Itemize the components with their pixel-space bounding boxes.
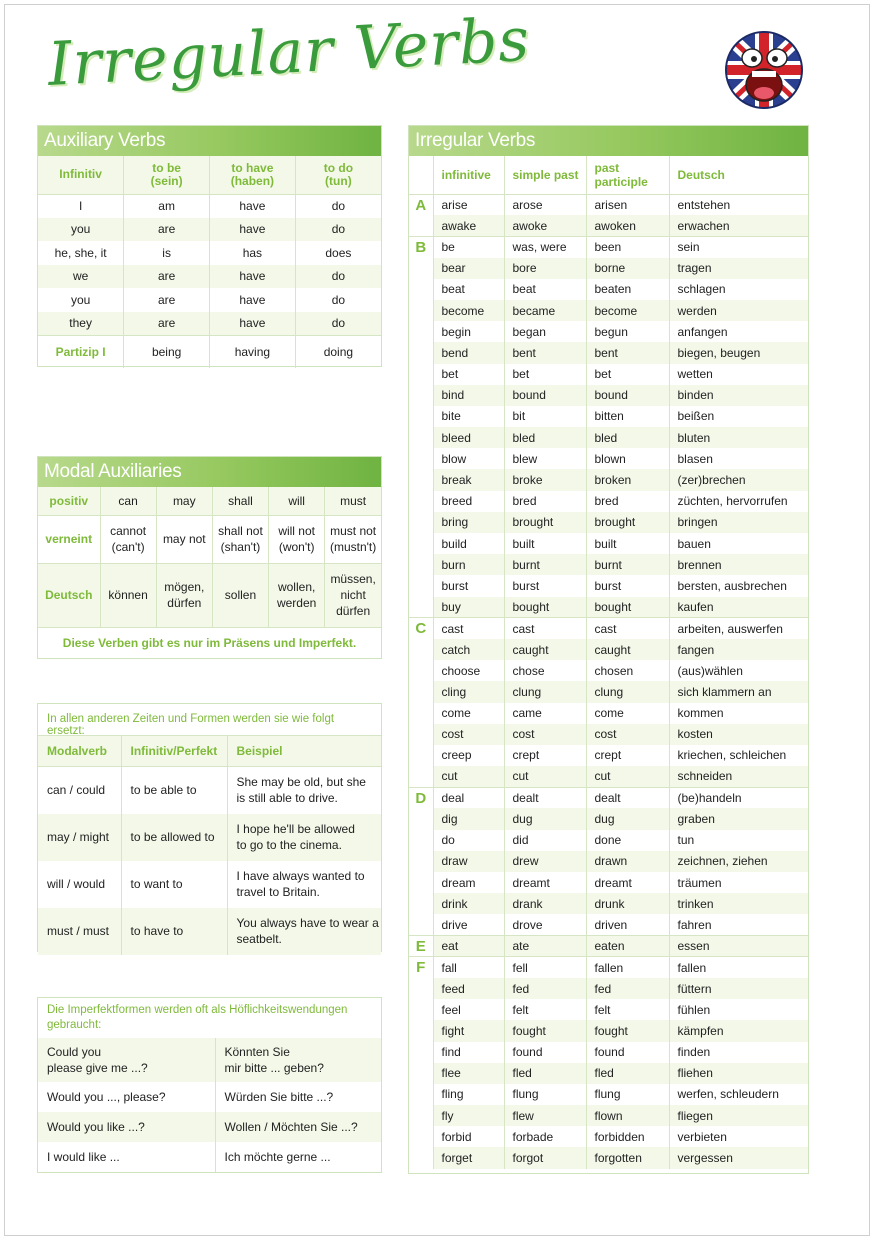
verb-row [409,321,808,342]
verb-infinitive: fall [433,957,504,978]
verb-infinitive: build [433,533,504,554]
verb-deutsch: fliegen [669,1105,808,1126]
verb-infinitive: bleed [433,427,504,448]
verb-row [409,406,808,427]
verb-past-participle: fought [586,1020,669,1041]
table-row: Would you like ...? Wollen / Möchten Sie ...? [38,1112,381,1142]
verb-row [409,681,808,702]
verb-deutsch: (aus)wählen [677,663,743,678]
modal-note: Diese Verben gibt es nur im Präsens und Imperfekt. [62,635,357,650]
verb-deutsch: fangen [669,639,808,660]
verb-simple-past: caught [504,639,586,660]
verb-deutsch: kämpfen [669,1020,808,1041]
verb-deutsch: biegen, beugen [669,342,808,363]
verb-row [409,872,808,893]
verb-past-participle: bred [586,491,669,512]
verb-past-participle: cost [586,724,669,745]
verb-deutsch: trinken [669,893,808,914]
verb-row [409,957,808,978]
verb-row [409,597,808,618]
verb-simple-past: fought [504,1020,586,1041]
verb-simple-past: chose [504,660,586,681]
table-row: positiv can may shall will must [38,487,381,515]
verb-infinitive: fling [433,1084,504,1105]
table-row: can / could to be able to She may be old, but she is still able to drive. [38,767,381,814]
verb-row [409,1020,808,1041]
irregular-verbs-panel [408,125,809,1174]
verb-row [409,575,808,596]
verb-simple-past: bound [504,385,586,406]
table-row: he, she, it is has does [38,241,381,265]
modal-auxiliaries-panel [37,456,382,659]
verb-deutsch: fahren [677,917,712,932]
verb-row [409,491,808,512]
verb-simple-past: began [504,321,586,342]
verb-row [409,787,808,808]
verb-simple-past: felt [504,999,586,1020]
verb-row [409,703,808,724]
verb-deutsch: (zer)brechen [669,469,808,490]
replacement-panel [37,703,382,952]
verb-past-participle: become [586,300,669,321]
verb-infinitive: bend [433,342,504,363]
table-row: may / might to be allowed to I hope he'll be allowed to go to the cinema. [38,814,381,861]
verb-simple-past: arose [504,194,586,215]
verb-simple-past: was, were [504,236,586,257]
verb-row [409,1147,808,1168]
irregular-verbs-title: Irregular Verbs [409,126,808,156]
verb-deutsch: fliehen [669,1063,808,1084]
verb-past-participle: come [586,703,669,724]
verb-past-participle: burnt [586,554,669,575]
aux-header-to-be: to be (sein) [124,156,210,194]
verb-row [409,1105,808,1126]
verb-simple-past: fell [504,957,586,978]
table-row: you are have do [38,288,381,312]
verb-simple-past: dug [504,808,586,829]
verb-row [409,1042,808,1063]
verb-simple-past: became [504,300,586,321]
verb-past-participle: done [586,830,669,851]
table-row: we are have do [38,265,381,289]
verb-row [409,279,808,300]
verb-deutsch: schneiden [669,766,808,787]
table-row: will / would to want to I have always wanted to travel to Britain. [38,861,381,908]
verb-deutsch: sein [669,236,808,257]
verb-infinitive: burst [433,575,504,596]
verb-past-participle: felt [586,999,669,1020]
letter-label: C [409,618,433,788]
verb-infinitive: cut [433,766,504,787]
verb-deutsch: brennen [669,554,808,575]
verb-deutsch: entstehen [669,194,808,215]
modal-auxiliaries-table [38,487,381,628]
verb-past-participle: caught [586,639,669,660]
verb-infinitive: forget [433,1147,504,1168]
verb-infinitive: deal [433,787,504,808]
verb-past-participle: found [586,1042,669,1063]
verb-simple-past: beat [504,279,586,300]
verb-infinitive: flee [433,1063,504,1084]
header-deutsch: Deutsch [669,156,808,194]
verb-simple-past: bred [504,491,586,512]
verb-past-participle: been [586,236,669,257]
table-row: verneint cannot (can't) may not shall not (shan't) will not (won't) must not (mustn't) [38,515,381,563]
verb-simple-past: drank [504,893,586,914]
verb-infinitive: breed [433,491,504,512]
aux-header-infinitiv: Infinitiv [38,156,124,194]
verb-past-participle: flown [586,1105,669,1126]
verb-row [409,936,808,957]
verb-infinitive: beat [433,279,504,300]
verb-row [409,258,808,279]
verb-deutsch: träumen [677,875,722,890]
verb-simple-past: cost [504,724,586,745]
verb-deutsch: kosten [669,724,808,745]
modal-auxiliaries-title: Modal Auxiliaries [38,457,381,487]
verb-past-participle: bent [586,342,669,363]
verb-past-participle: brought [586,512,669,533]
verb-past-participle: broken [586,469,669,490]
verb-row [409,215,808,236]
verb-deutsch: schlagen [677,282,726,297]
verb-simple-past: fed [504,978,586,999]
header-past-participle: past participle [586,156,669,194]
verb-infinitive: fight [433,1020,504,1041]
verb-row [409,236,808,257]
header-modalverb: Modalverb [38,736,121,767]
verb-deutsch: erwachen [669,215,808,236]
verb-deutsch: bringen [669,512,808,533]
verb-simple-past: fled [504,1063,586,1084]
verb-deutsch: wetten [677,367,713,382]
verb-past-participle: drunk [586,893,669,914]
verb-simple-past: bore [504,258,586,279]
verb-infinitive: find [433,1042,504,1063]
verb-simple-past: bit [504,406,586,427]
verb-row [409,364,808,385]
verb-row [409,745,808,766]
verb-row [409,724,808,745]
verb-row [409,978,808,999]
verb-simple-past: flew [504,1105,586,1126]
verb-simple-past: blew [504,448,586,469]
verb-past-participle: bound [586,385,669,406]
verb-simple-past: awoke [504,215,586,236]
letter-label: D [409,787,433,935]
verb-deutsch: (be)handeln [669,787,808,808]
verb-row [409,808,808,829]
verb-infinitive: fly [433,1105,504,1126]
verb-infinitive: blow [433,448,504,469]
verb-row [409,618,808,639]
verb-infinitive: cling [433,681,504,702]
verb-simple-past: found [504,1042,586,1063]
verb-simple-past: came [504,703,586,724]
verb-deutsch: werfen, schleudern [677,1087,779,1102]
verb-infinitive: bet [433,364,504,385]
verb-row [409,893,808,914]
verb-simple-past: built [504,533,586,554]
verb-infinitive: drink [433,893,504,914]
verb-simple-past: forgot [504,1147,586,1168]
verb-deutsch: binden [669,385,808,406]
verb-row [409,999,808,1020]
verb-past-participle: cast [586,618,669,639]
verb-infinitive: drive [433,914,504,935]
verb-deutsch: kaufen [669,597,808,618]
verb-simple-past: bent [504,342,586,363]
verb-past-participle: borne [586,258,669,279]
table-row: I am have do [38,194,381,218]
verb-infinitive: buy [433,597,504,618]
participle-label: Partizip I [38,335,124,368]
verb-infinitive: dig [433,808,504,829]
verb-deutsch: fallen [669,957,808,978]
verb-deutsch: züchten, hervorrufen [677,494,788,509]
verb-deutsch: vergessen [669,1147,808,1168]
verb-infinitive: do [433,830,504,851]
verb-row [409,469,808,490]
replacement-table [38,735,381,955]
verb-infinitive: bite [433,406,504,427]
verb-infinitive: bear [433,258,504,279]
verb-deutsch: blasen [677,451,713,466]
verb-simple-past: cut [504,766,586,787]
verb-past-participle: bet [586,364,669,385]
verb-past-participle: forgotten [586,1147,669,1168]
verb-deutsch: verbieten [677,1129,727,1144]
verb-infinitive: eat [433,936,504,957]
header-infinitiv-perfekt: Infinitiv/Perfekt [121,736,227,767]
verb-past-participle: dug [586,808,669,829]
verb-deutsch: werden [669,300,808,321]
auxiliary-verbs-table [38,156,381,368]
verb-simple-past: brought [504,512,586,533]
verb-past-participle: forbidden [586,1126,669,1147]
table-row: you are have do [38,218,381,242]
verb-deutsch: finden [677,1045,711,1060]
header-letter [409,156,433,194]
verb-simple-past: cast [504,618,586,639]
verb-simple-past: dealt [504,787,586,808]
participle-row: Partizip I being having doing [38,335,381,368]
verb-past-participle: arisen [586,194,669,215]
verb-row [409,1126,808,1147]
verb-infinitive: dream [433,872,504,893]
aux-header-to-have: to have (haben) [210,156,296,194]
verb-simple-past: broke [504,469,586,490]
verb-row [409,660,808,681]
verb-deutsch: beißen [677,409,715,424]
verb-simple-past: did [504,830,586,851]
aux-header-to-do: to do (tun) [295,156,381,194]
verb-simple-past: bought [504,597,586,618]
irregular-verbs-table [409,156,808,1169]
verb-row [409,914,808,935]
mascot-icon [722,30,806,110]
table-row: I would like ... Ich möchte gerne ... [38,1142,381,1172]
verb-deutsch: zeichnen, ziehen [669,851,808,872]
verb-deutsch: arbeiten, auswerfen [669,618,808,639]
verb-simple-past: crept [504,745,586,766]
verb-deutsch: kommen [677,706,724,721]
verb-deutsch: anfangen [677,324,728,339]
polite-note: Die Imperfektformen werden oft als Höflichkeitswendungen gebraucht: [47,1004,348,1031]
letter-label: B [409,236,433,617]
verb-past-participle: fallen [586,957,669,978]
verb-past-participle: chosen [586,660,669,681]
verb-simple-past: clung [504,681,586,702]
verb-infinitive: bind [433,385,504,406]
verb-deutsch: füttern [669,978,808,999]
verb-past-participle: blown [586,448,669,469]
table-row: Deutsch können mögen, dürfen sollen wollen, werden müssen, nicht dürfen [38,563,381,627]
verb-past-participle: bitten [586,406,669,427]
verb-deutsch: bauen [677,536,711,551]
verb-row [409,533,808,554]
verb-past-participle: flung [586,1084,669,1105]
verb-row [409,554,808,575]
polite-forms-table [38,1038,381,1172]
verb-infinitive: catch [433,639,504,660]
polite-forms-panel [37,997,382,1173]
verb-row [409,766,808,787]
verb-simple-past: forbade [504,1126,586,1147]
verb-simple-past: dreamt [504,872,586,893]
auxiliary-verbs-title: Auxiliary Verbs [38,126,381,156]
letter-label: E [409,936,433,957]
verb-deutsch: tun [677,833,695,848]
verb-row [409,1063,808,1084]
page-title: Irregular Verbs [46,4,532,100]
verb-row [409,830,808,851]
verb-infinitive: choose [433,660,504,681]
verb-deutsch: tragen [669,258,808,279]
verb-past-participle: fed [586,978,669,999]
table-row: must / must to have to You always have to wear a seatbelt. [38,908,381,955]
verb-infinitive: break [433,469,504,490]
verb-infinitive: awake [433,215,504,236]
verb-deutsch: sich klammern an [669,681,808,702]
verb-row [409,385,808,406]
verb-past-participle: dreamt [586,872,669,893]
replacement-note: In allen anderen Zeiten und Formen werden sie wie folgt ersetzt: [47,713,335,737]
verb-past-participle: driven [586,914,669,935]
verb-row [409,1084,808,1105]
verb-row [409,342,808,363]
verb-infinitive: draw [433,851,504,872]
verb-simple-past: drew [504,851,586,872]
verb-simple-past: ate [504,936,586,957]
verb-past-participle: bled [586,427,669,448]
verb-row [409,851,808,872]
verb-simple-past: bet [504,364,586,385]
letter-label: A [409,194,433,236]
verb-infinitive: come [433,703,504,724]
verb-deutsch: bersten, ausbrechen [677,578,787,593]
table-row: Would you ..., please? Würden Sie bitte ...? [38,1082,381,1112]
verb-row [409,448,808,469]
verb-row [409,427,808,448]
verb-infinitive: forbid [433,1126,504,1147]
verb-row [409,512,808,533]
verb-simple-past: burnt [504,554,586,575]
verb-row [409,639,808,660]
verb-past-participle: eaten [586,936,669,957]
verb-infinitive: bring [433,512,504,533]
header-infinitive: infinitive [433,156,504,194]
verb-deutsch: graben [669,808,808,829]
verb-past-participle: beaten [586,279,669,300]
verb-past-participle: cut [586,766,669,787]
verb-infinitive: feel [433,999,504,1020]
verb-past-participle: bought [586,597,669,618]
verb-past-participle: crept [586,745,669,766]
header-simple-past: simple past [504,156,586,194]
verb-past-participle: built [586,533,669,554]
verb-infinitive: arise [433,194,504,215]
verb-simple-past: burst [504,575,586,596]
table-row: Could you please give me ...? Könnten Sie mir bitte ... geben? [38,1038,381,1082]
verb-simple-past: flung [504,1084,586,1105]
verb-past-participle: burst [586,575,669,596]
verb-deutsch: fühlen [677,1002,711,1017]
verb-deutsch: essen [669,936,808,957]
verb-deutsch: kriechen, schleichen [677,748,787,763]
verb-infinitive: cast [433,618,504,639]
verb-infinitive: creep [433,745,504,766]
verb-row [409,194,808,215]
verb-infinitive: cost [433,724,504,745]
verb-past-participle: awoken [586,215,669,236]
auxiliary-verbs-panel [37,125,382,367]
verb-row [409,300,808,321]
table-row: they are have do [38,312,381,336]
header-beispiel: Beispiel [227,736,381,767]
verb-simple-past: bled [504,427,586,448]
verb-infinitive: be [433,236,504,257]
letter-label: F [409,957,433,1169]
verb-past-participle: begun [586,321,669,342]
verb-past-participle: drawn [586,851,669,872]
verb-deutsch: bluten [669,427,808,448]
verb-infinitive: burn [433,554,504,575]
verb-infinitive: feed [433,978,504,999]
verb-past-participle: dealt [586,787,669,808]
verb-past-participle: fled [586,1063,669,1084]
verb-infinitive: become [433,300,504,321]
verb-simple-past: drove [504,914,586,935]
verb-past-participle: clung [586,681,669,702]
verb-infinitive: begin [433,321,504,342]
